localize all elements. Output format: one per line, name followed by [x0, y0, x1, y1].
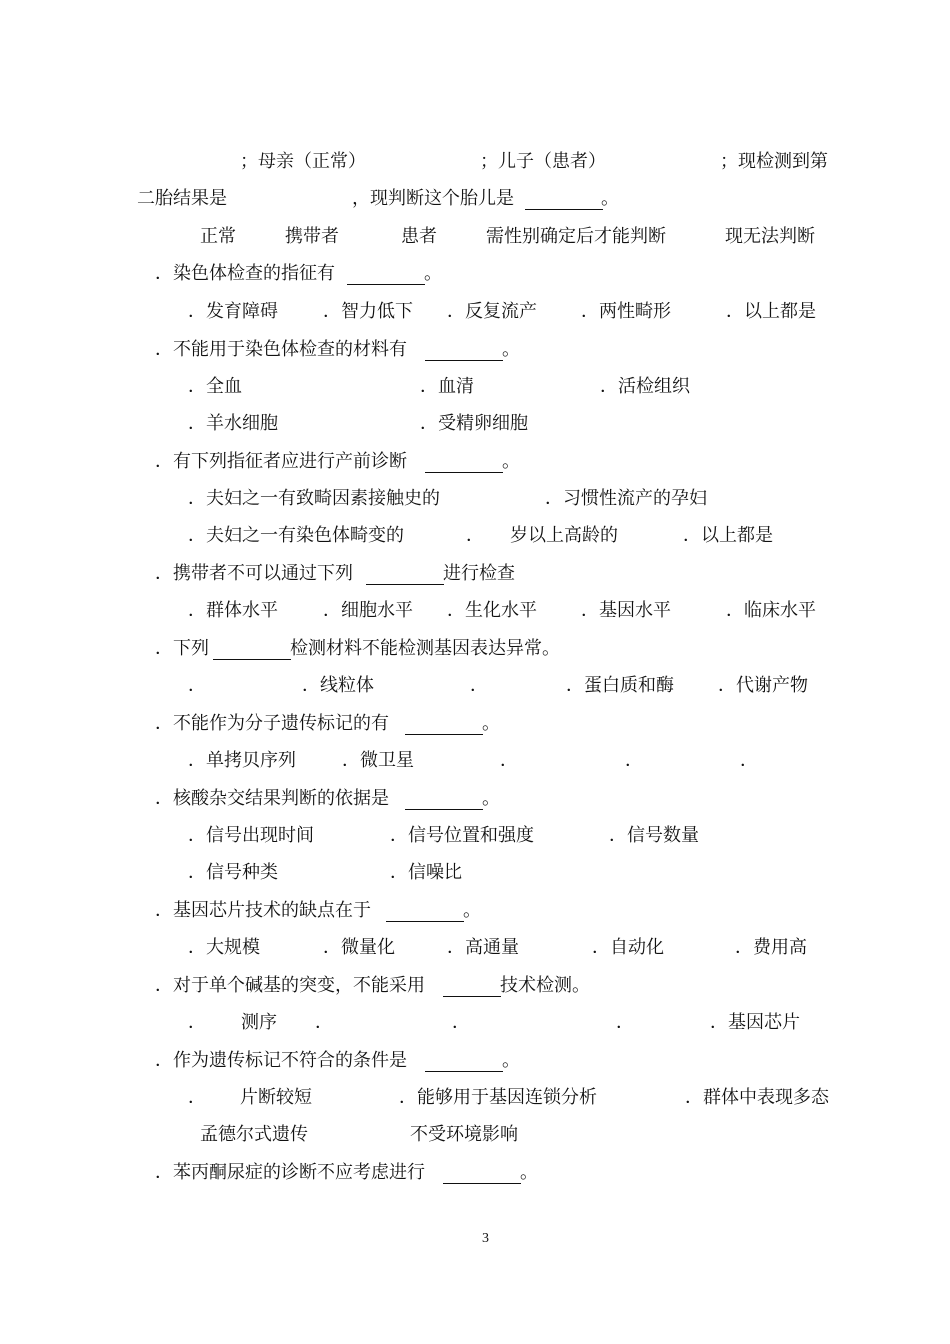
option-text: ．信号数量 — [609, 825, 699, 846]
option-text: 需性别确定后才能判断 — [486, 226, 666, 247]
question-text: 。 — [463, 900, 481, 921]
option-text: ．群体水平 — [188, 600, 278, 621]
option-text: 携带者 — [285, 226, 339, 247]
option-text: ．活检组织 — [600, 376, 690, 397]
question-text: 。 — [520, 1162, 538, 1183]
option-text: ．受精卵细胞 — [420, 413, 528, 434]
answer-blank — [366, 584, 444, 585]
question-text: ．有下列指征者应进行产前诊断 — [155, 451, 407, 472]
option-text: ．智力低下 — [323, 301, 413, 322]
option-text: ．全血 — [188, 376, 242, 397]
question-text: 。 — [482, 713, 500, 734]
option-text: ．能够用于基因连锁分析 — [399, 1087, 597, 1108]
question-text: ．对于单个碱基的突变，不能采用 — [155, 975, 425, 996]
option-text: ．血清 — [420, 376, 474, 397]
option-text: 现无法判断 — [725, 226, 815, 247]
option-text: 岁以上高龄的 — [510, 525, 618, 546]
answer-blank — [525, 209, 603, 210]
question-text: 检测材料不能检测基因表达异常。 — [290, 638, 560, 659]
option-text: ．单拷贝序列 — [188, 750, 296, 771]
option-text: ．羊水细胞 — [188, 413, 278, 434]
continuation-text: ，现判断这个胎儿是 — [352, 188, 514, 209]
question-text: 。 — [424, 263, 442, 284]
option-text: ． — [188, 1012, 206, 1033]
question-text: 。 — [482, 788, 500, 809]
continuation-text: ；现检测到第 — [720, 151, 828, 172]
option-text: ． — [625, 750, 643, 771]
option-text: ．代谢产物 — [718, 675, 808, 696]
option-text: ． — [315, 1012, 333, 1033]
question-text: ．不能用于染色体检查的材料有 — [155, 339, 407, 360]
answer-blank — [405, 809, 483, 810]
option-text: ．反复流产 — [447, 301, 537, 322]
option-text: ． — [466, 525, 484, 546]
question-text: ．下列 — [155, 638, 209, 659]
option-text: 正常 — [200, 226, 236, 247]
answer-blank — [425, 472, 503, 473]
option-text: ．自动化 — [592, 937, 664, 958]
question-text: ．核酸杂交结果判断的依据是 — [155, 788, 389, 809]
option-text: ． — [616, 1012, 634, 1033]
question-text: 进行检查 — [443, 563, 515, 584]
option-text: 孟德尔式遗传 — [200, 1124, 308, 1145]
option-text: ．细胞水平 — [323, 600, 413, 621]
question-text: ．苯丙酮尿症的诊断不应考虑进行 — [155, 1162, 425, 1183]
question-text: ．作为遗传标记不符合的条件是 — [155, 1050, 407, 1071]
option-text: ．信噪比 — [390, 862, 462, 883]
question-text: 。 — [502, 339, 520, 360]
question-text: 。 — [502, 1050, 520, 1071]
option-text: ．以上都是 — [683, 525, 773, 546]
answer-blank — [405, 734, 483, 735]
option-text: 片断较短 — [240, 1087, 312, 1108]
option-text: ．以上都是 — [726, 301, 816, 322]
option-text: ． — [470, 675, 488, 696]
option-text: ． — [740, 750, 758, 771]
question-text: 。 — [502, 451, 520, 472]
question-text: ．基因芯片技术的缺点在于 — [155, 900, 371, 921]
option-text: ．生化水平 — [447, 600, 537, 621]
option-text: ． — [500, 750, 518, 771]
option-text: 测序 — [241, 1012, 277, 1033]
question-text: ．不能作为分子遗传标记的有 — [155, 713, 389, 734]
option-text: ．习惯性流产的孕妇 — [545, 488, 707, 509]
option-text: ． — [188, 1087, 206, 1108]
option-text: ．微量化 — [323, 937, 395, 958]
option-text: ．群体中表现多态 — [685, 1087, 829, 1108]
option-text: ． — [188, 675, 206, 696]
option-text: ．费用高 — [735, 937, 807, 958]
continuation-text: ；儿子（患者） — [480, 151, 606, 172]
option-text: ．蛋白质和酶 — [566, 675, 674, 696]
continuation-text: 。 — [601, 188, 619, 209]
option-text: ．大规模 — [188, 937, 260, 958]
option-text: 不受环境影响 — [410, 1124, 518, 1145]
option-text: ．信号位置和强度 — [390, 825, 534, 846]
option-text: ．微卫星 — [342, 750, 414, 771]
option-text: ．两性畸形 — [581, 301, 671, 322]
option-text: ．发育障碍 — [188, 301, 278, 322]
option-text: ．信号出现时间 — [188, 825, 314, 846]
answer-blank — [425, 1071, 503, 1072]
option-text: ．高通量 — [447, 937, 519, 958]
continuation-text: ；母亲（正常） — [240, 151, 366, 172]
answer-blank — [443, 1183, 521, 1184]
option-text: 患者 — [401, 226, 437, 247]
continuation-text: 二胎结果是 — [137, 188, 227, 209]
option-text: ．基因水平 — [581, 600, 671, 621]
answer-blank — [443, 996, 501, 997]
question-text: 技术检测。 — [500, 975, 590, 996]
answer-blank — [425, 360, 503, 361]
option-text: ．夫妇之一有染色体畸变的 — [188, 525, 404, 546]
option-text: ．夫妇之一有致畸因素接触史的 — [188, 488, 440, 509]
answer-blank — [347, 284, 425, 285]
option-text: ．信号种类 — [188, 862, 278, 883]
option-text: ． — [452, 1012, 470, 1033]
question-text: ．染色体检查的指征有 — [155, 263, 335, 284]
answer-blank — [386, 921, 464, 922]
page-number: 3 — [482, 1231, 489, 1246]
question-text: ．携带者不可以通过下列 — [155, 563, 353, 584]
answer-blank — [213, 659, 291, 660]
option-text: ．线粒体 — [302, 675, 374, 696]
option-text: ．临床水平 — [726, 600, 816, 621]
option-text: ．基因芯片 — [710, 1012, 800, 1033]
